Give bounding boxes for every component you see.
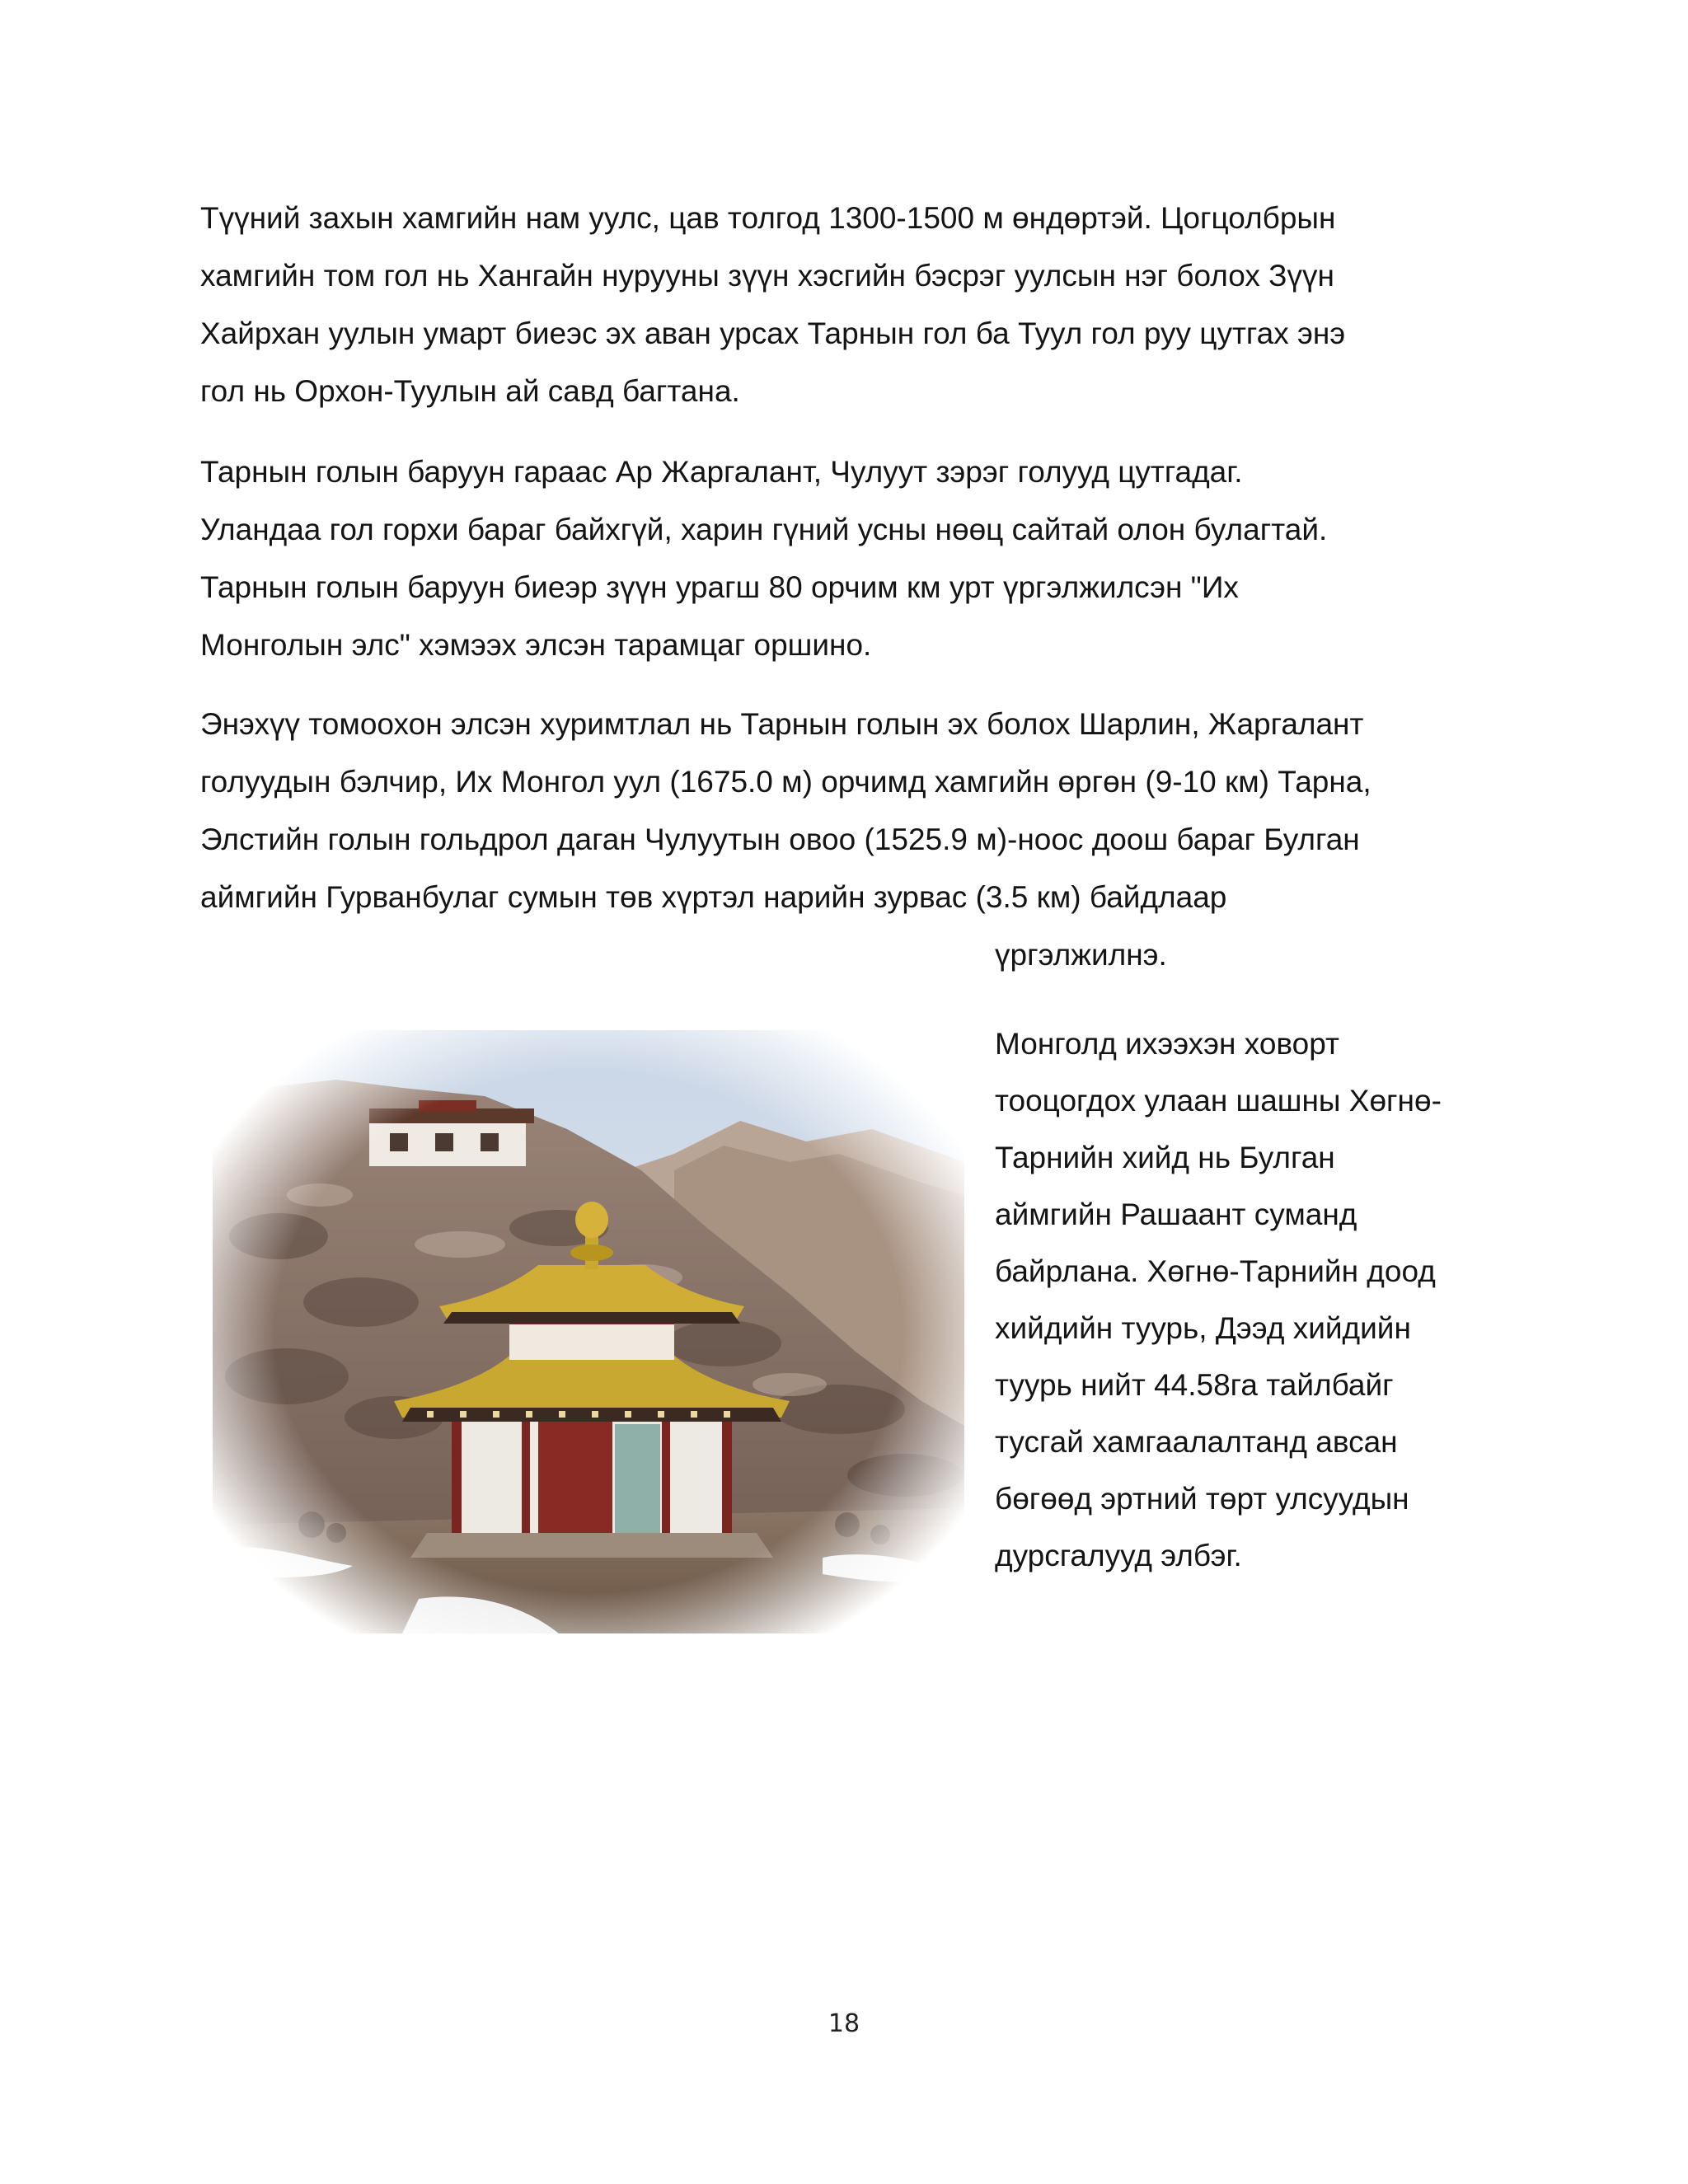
paragraph-2 xyxy=(200,443,1327,674)
paragraph-line: аймгийн Рашаант суманд xyxy=(995,1197,1357,1231)
paragraph-line: Монголын элс" хэмээх элсэн тарамцаг оршино. xyxy=(200,628,872,662)
paragraph-line: Энэхүү томоохон элсэн хуримтлал нь Тарнын голын эх болох Шарлин, Жаргалант xyxy=(200,707,1364,741)
paragraph-line: Тарнын голын баруун гараас Ар Жаргалант, Чулуут зэрэг голууд цутгадаг. xyxy=(200,455,1243,489)
paragraph-line: бөгөөд эртний төрт улсуудын xyxy=(995,1482,1409,1516)
paragraph-line: гол нь Орхон-Туулын ай савд багтана. xyxy=(200,374,740,408)
paragraph-3 xyxy=(200,696,1372,926)
paragraph-line: Элстийн голын гольдрол даган Чулуутын овоо (1525.9 м)-ноос доош бараг Булган xyxy=(200,823,1360,856)
paragraph-line: Монголд ихээхэн ховорт xyxy=(995,1027,1339,1061)
paragraph-line: аймгийн Гурванбулаг сумын төв хүртэл нарийн зурвас (3.5 км) байдлаар xyxy=(200,880,1227,914)
paragraph-line: Уландаа гол горхи бараг байхгүй, харин гүний усны нөөц сайтай олон булагтай. xyxy=(200,513,1328,546)
paragraph-line: Тарнын голын баруун биеэр зүүн урагш 80 орчим км урт үргэлжилсэн "Их xyxy=(200,570,1239,604)
paragraph-line: тооцогдох улаан шашны Хөгнө- xyxy=(995,1084,1442,1118)
paragraph-1 xyxy=(200,190,1345,420)
paragraph-line: Хайрхан уулын умарт биеэс эх аван урсах Тарнын гол ба Туул гол руу цутгах энэ xyxy=(200,316,1346,350)
paragraph-line: дурсгалууд элбэг. xyxy=(995,1539,1242,1572)
page-number: 18 xyxy=(828,2009,860,2038)
paragraph-line: хийдийн туурь, Дээд хийдийн xyxy=(995,1311,1411,1345)
paragraph-line: байрлана. Хөгнө-Тарнийн доод xyxy=(995,1254,1436,1288)
temple-illustration xyxy=(213,1030,964,1633)
paragraph-line: Түүний захын хамгийн нам уулс, цав толгод 1300-1500 м өндөртэй. Цогцолбрын xyxy=(200,201,1336,235)
paragraph-line: тусгай хамгаалалтанд авсан xyxy=(995,1425,1398,1459)
paragraph-4 xyxy=(995,1015,1442,1584)
paragraph-line: Тарнийн хийд нь Булган xyxy=(995,1141,1335,1174)
paragraph-line: хамгийн том гол нь Хангайн нурууны зүүн хэсгийн бэсрэг уулсын нэг болох Зүүн xyxy=(200,259,1334,293)
temple-photo xyxy=(213,1030,964,1633)
paragraph-line: голуудын бэлчир, Их Монгол уул (1675.0 м) орчимд хамгийн өргөн (9-10 км) Тарна, xyxy=(200,765,1372,799)
paragraph-line: туурь нийт 44.58га тайлбайг xyxy=(995,1368,1394,1402)
paragraph-3-tail: үргэлжилнэ. xyxy=(995,938,1167,972)
